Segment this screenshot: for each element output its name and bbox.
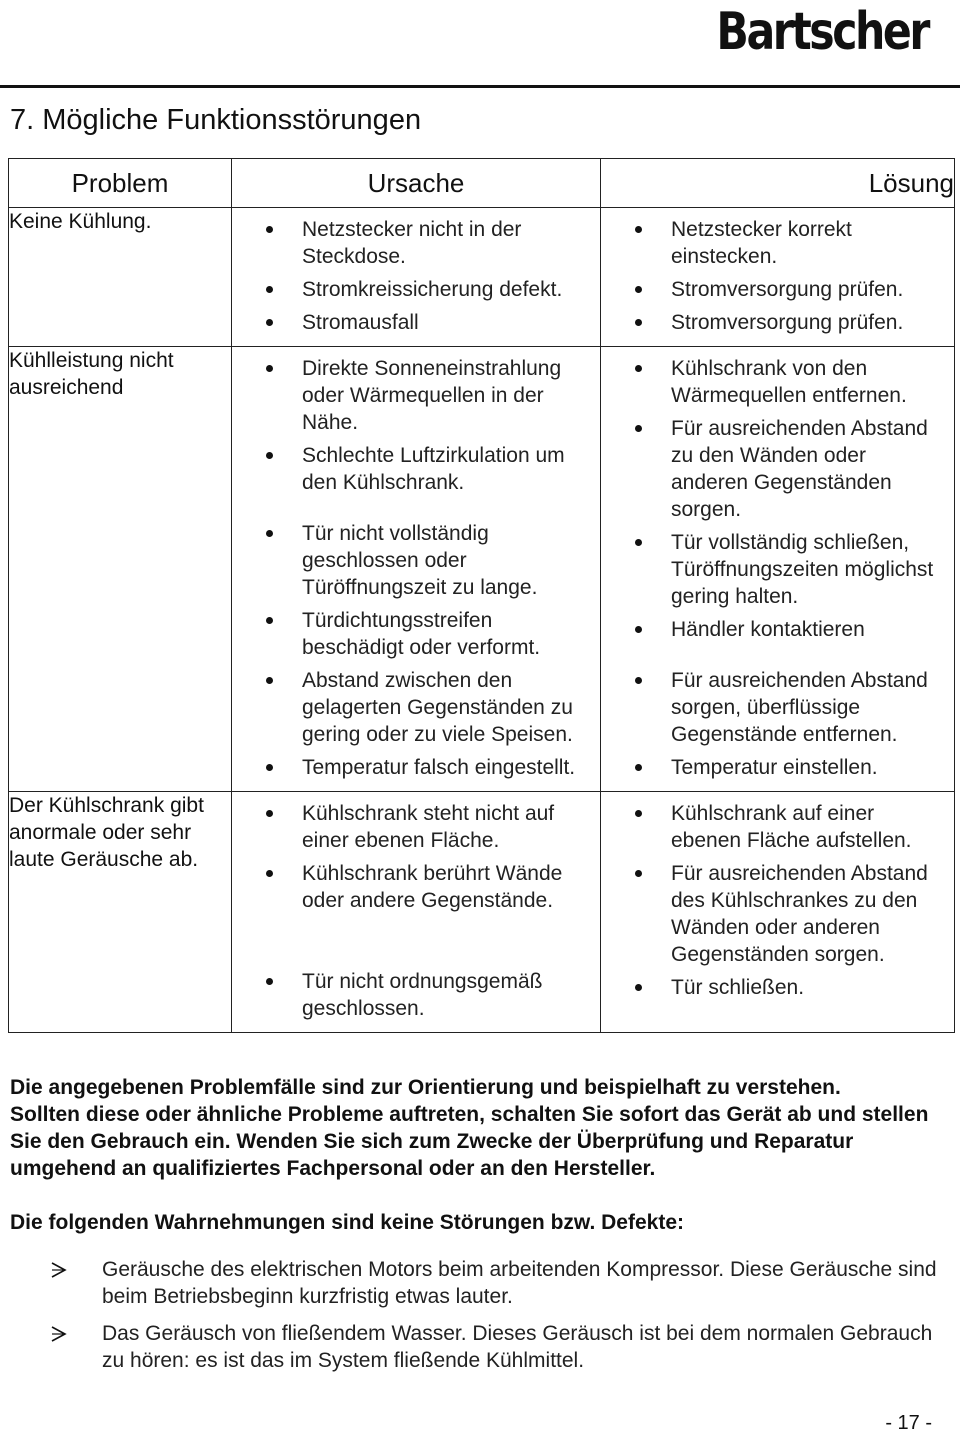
notice-line: Sollten diese oder ähnliche Probleme auftreten, schalten Sie sofort das Gerät ab und stellen Sie den Gebrauch ein. Wenden Sie sich zum Zwecke der Überprüfung und Reparatur umgehend an qualifiziertes Fachpersonal oder an den Hersteller. bbox=[10, 1103, 929, 1180]
problem-cell bbox=[9, 792, 232, 1033]
cause-item: Temperatur falsch eingestellt. bbox=[252, 754, 594, 781]
problem-text: Kühlleistung nicht ausreichend bbox=[9, 349, 174, 399]
solution-item: Kühlschrank von den Wärmequellen entfernen. bbox=[621, 355, 948, 409]
header-problem: Problem bbox=[9, 159, 232, 208]
cause-item: Stromkreissicherung defekt. bbox=[252, 276, 594, 303]
cause-item: Schlechte Luftzirkulation um den Kühlschrank. bbox=[252, 442, 594, 496]
list-item bbox=[50, 1256, 940, 1310]
cause-item: Stromausfall bbox=[252, 309, 594, 336]
cause-item: Netzstecker nicht in der Steckdose. bbox=[252, 216, 594, 270]
cause-item: Abstand zwischen den gelagerten Gegenständen zu gering oder zu viele Speisen. bbox=[252, 667, 594, 748]
problem-cell bbox=[9, 347, 232, 792]
solution-item: Tür vollständig schließen, Türöffnungszeiten möglichst gering halten. bbox=[621, 529, 948, 610]
solution-cell bbox=[601, 208, 955, 347]
solution-item: Für ausreichenden Abstand zu den Wänden oder anderen Gegenständen sorgen. bbox=[621, 415, 948, 523]
solution-item: Temperatur einstellen. bbox=[621, 754, 948, 781]
solution-item: Kühlschrank auf einer ebenen Fläche aufstellen. bbox=[621, 800, 948, 854]
table-row bbox=[9, 792, 955, 1033]
cause-cell bbox=[232, 347, 601, 792]
cause-item: Tür nicht ordnungsgemäß geschlossen. bbox=[252, 968, 594, 1022]
cause-item: Direkte Sonneneinstrahlung oder Wärmequellen in der Nähe. bbox=[252, 355, 594, 436]
brand-logo: Bartscher bbox=[716, 2, 928, 62]
cause-item: Tür nicht vollständig geschlossen oder Türöffnungszeit zu lange. bbox=[252, 520, 594, 601]
table-header-row bbox=[9, 159, 955, 208]
cause-cell bbox=[232, 792, 601, 1033]
list-item bbox=[50, 1320, 940, 1374]
arrow-right-icon bbox=[50, 1261, 68, 1279]
problem-text: Der Kühlschrank gibt anormale oder sehr laute Geräusche ab. bbox=[9, 794, 204, 871]
solution-cell bbox=[601, 347, 955, 792]
solution-item: Für ausreichenden Abstand sorgen, überflüssige Gegenstände entfernen. bbox=[621, 667, 948, 748]
arrow-right-icon bbox=[50, 1325, 68, 1343]
list-item-text: Geräusche des elektrischen Motors beim arbeitenden Kompressor. Diese Geräusche sind beim Betriebsbeginn kurzfristig etwas lauter. bbox=[102, 1258, 937, 1308]
solution-cell bbox=[601, 792, 955, 1033]
solution-item: Händler kontaktieren bbox=[621, 616, 948, 643]
cause-item: Kühlschrank steht nicht auf einer ebenen Fläche. bbox=[252, 800, 594, 854]
no-defects-heading: Die folgenden Wahrnehmungen sind keine Störungen bzw. Defekte: bbox=[10, 1211, 684, 1234]
problem-cell bbox=[9, 208, 232, 347]
no-defects-list bbox=[50, 1256, 940, 1384]
section-title: 7. Mögliche Funktionsstörungen bbox=[10, 104, 422, 136]
header-solution: Lösung bbox=[601, 159, 955, 208]
page-number: - 17 - bbox=[885, 1412, 932, 1434]
header-divider bbox=[0, 85, 960, 88]
table-row bbox=[9, 208, 955, 347]
solution-item: Stromversorgung prüfen. bbox=[621, 276, 948, 303]
cause-cell bbox=[232, 208, 601, 347]
solution-item: Für ausreichenden Abstand des Kühlschrankes zu den Wänden oder anderen Gegenständen sorgen. bbox=[621, 860, 948, 968]
cause-item: Kühlschrank berührt Wände oder andere Gegenstände. bbox=[252, 860, 594, 914]
table-row bbox=[9, 347, 955, 792]
solution-item: Netzstecker korrekt einstecken. bbox=[621, 216, 948, 270]
list-item-text: Das Geräusch von fließendem Wasser. Dieses Geräusch ist bei dem normalen Gebrauch zu hören: es ist das im System fließende Kühlmittel. bbox=[102, 1322, 933, 1372]
header-cause: Ursache bbox=[232, 159, 601, 208]
notice-line: Die angegebenen Problemfälle sind zur Orientierung und beispielhaft zu verstehen. bbox=[10, 1076, 841, 1099]
cause-item: Türdichtungsstreifen beschädigt oder verformt. bbox=[252, 607, 594, 661]
solution-item: Tür schließen. bbox=[621, 974, 948, 1001]
problem-text: Keine Kühlung. bbox=[9, 210, 152, 233]
troubleshooting-table bbox=[8, 158, 955, 1033]
solution-item: Stromversorgung prüfen. bbox=[621, 309, 948, 336]
notice-block bbox=[10, 1074, 950, 1182]
